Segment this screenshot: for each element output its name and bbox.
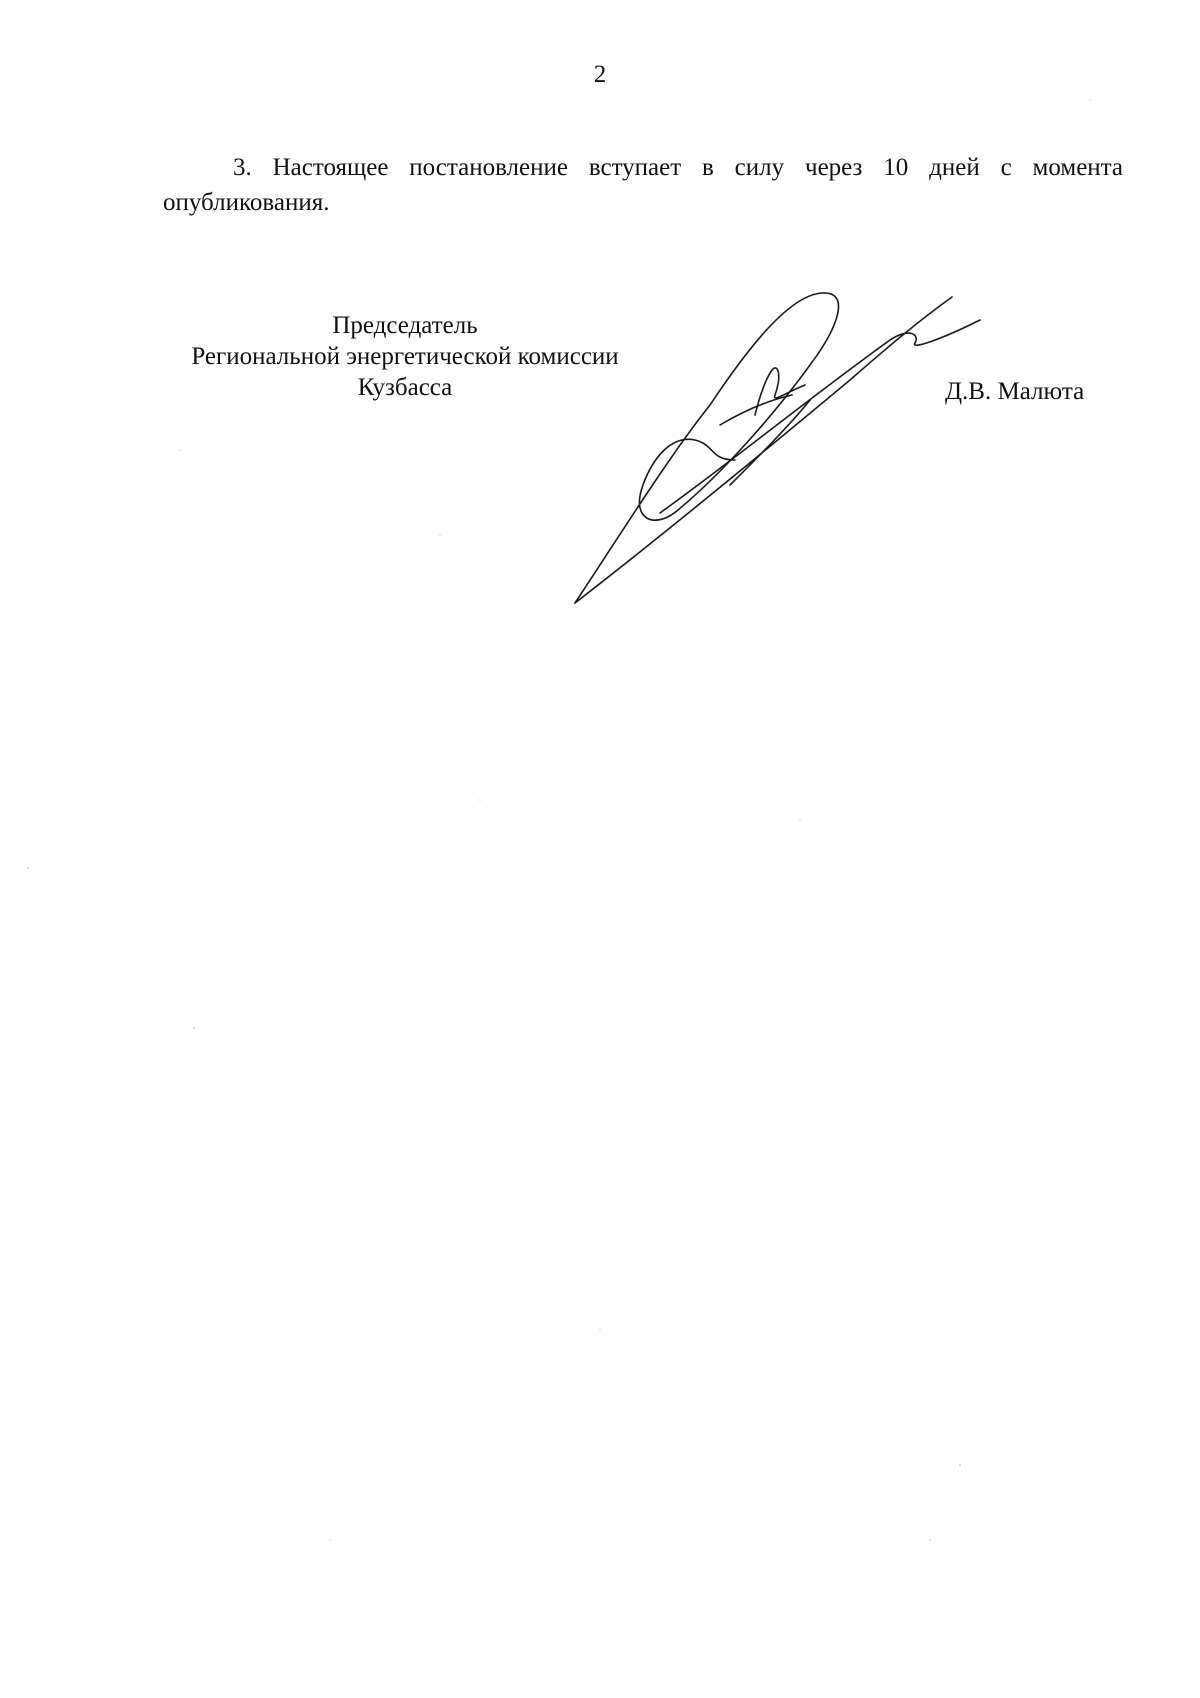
handwritten-signature bbox=[560, 285, 1000, 615]
signatory-title-line-1: Председатель bbox=[332, 312, 478, 339]
clause-paragraph: 3. Настоящее постановление вступает в силу через 10 дней с момента опубликования. bbox=[163, 154, 1123, 216]
signatory-title-line-2: Региональной энергетической комиссии bbox=[191, 343, 619, 370]
signatory-title-line-3: Кузбасса bbox=[357, 374, 453, 401]
page-number: 2 bbox=[593, 61, 607, 88]
signer-name: Д.В. Малюта bbox=[945, 378, 1085, 405]
